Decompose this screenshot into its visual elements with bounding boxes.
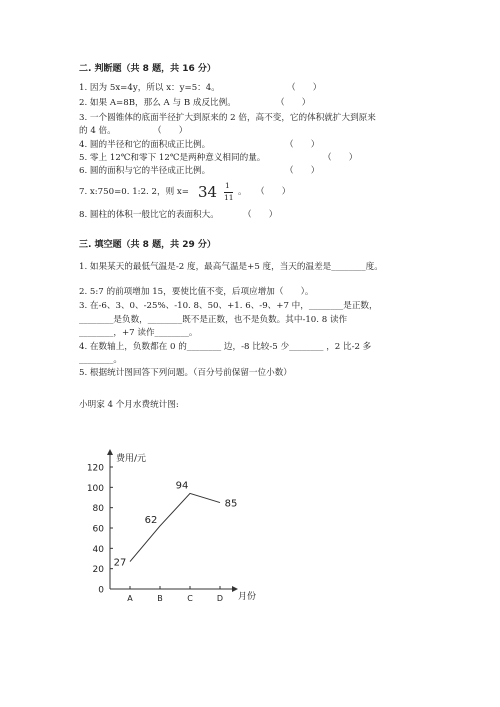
x-tick-label: B: [157, 594, 163, 603]
x-tick-label: A: [127, 594, 133, 603]
fill-item-1: 1. 如果某天的最低气温是-2 度，最高气温是+5 度，当天的温差是________度。: [79, 262, 383, 272]
y-tick-label: 60: [92, 524, 104, 535]
judgement-item-1: 1. 因为 5x=4y，所以 x：y=5：4。: [79, 83, 220, 93]
x-axis-label: 月份: [238, 592, 257, 602]
answer-bracket-2: （ ）: [276, 98, 311, 108]
mixed-number-whole: 34: [198, 183, 218, 201]
data-label: 94: [175, 480, 189, 492]
fill-item-3-cont-2: ________，+7 读作________。: [79, 328, 198, 338]
y-tick-label: 120: [86, 463, 104, 474]
y-axis-label: 费用/元: [116, 454, 147, 464]
judgement-item-5: 5. 零上 12℃和零下 12℃是两种意义相同的量。: [79, 153, 266, 163]
judgement-item-2: 2. 如果 A=8B，那么 A 与 B 成反比例。: [79, 98, 236, 108]
fill-item-3-cont-1: ________是负数，________既不是正数，也不是负数。其中-10. 8 读作: [79, 315, 348, 325]
data-label: 85: [224, 498, 238, 510]
data-label: 27: [113, 557, 127, 569]
judgement-item-4: 4. 圆的半径和它的面积成正比例。: [79, 140, 211, 150]
y-tick-label: 0: [98, 585, 104, 596]
judgement-item-3: 3. 一个圆锥体的底面半径扩大到原来的 2 倍，高不变，它的体积就扩大到原来: [79, 113, 376, 123]
y-tick-label: 40: [92, 544, 104, 555]
fill-item-4-cont: ________。: [79, 355, 122, 365]
judgement-item-6: 6. 圆的面积与它的半径成正比例。: [79, 166, 211, 176]
answer-bracket-4: （ ）: [285, 140, 320, 150]
x-tick-label: D: [216, 594, 224, 603]
mixed-number-denominator: 11: [224, 193, 234, 202]
answer-bracket-6: （ ）: [285, 166, 320, 176]
series-line: [130, 493, 220, 561]
fill-item-2: 2. 5:7 的前项增加 15，要使比值不变，后项应增加（ ）。: [79, 287, 314, 297]
section-3-title: 三. 填空题（共 8 题，共 29 分）: [79, 240, 216, 250]
fill-item-5: 5. 根据统计图回答下列问题。（百分号前保留一位小数）: [79, 368, 292, 378]
answer-bracket-3: （ ）: [153, 126, 188, 136]
answer-bracket-5: （ ）: [323, 153, 358, 163]
judgement-item-8: 8. 圆柱的体积一般比它的表面积大。: [79, 210, 219, 220]
data-label: 62: [144, 514, 158, 526]
answer-bracket-1: （ ）: [287, 83, 322, 93]
answer-bracket-8: （ ）: [243, 210, 278, 220]
section-2-title: 二. 判断题（共 8 题，共 16 分）: [79, 64, 216, 74]
chart-caption: 小明家 4 个月水费统计图:: [79, 400, 179, 410]
judgement-item-7: 7. x:750=0. 1:2. 2，则 x=: [79, 187, 189, 197]
fill-item-4: 4. 在数轴上，负数都在 0 的________ 边，-8 比较-5 少________ ，2 比-2 多: [79, 342, 372, 352]
mixed-number-numerator: 1: [225, 181, 230, 190]
y-tick-label: 80: [92, 504, 104, 515]
answer-bracket-7: （ ）: [256, 187, 291, 197]
y-tick-label: 100: [86, 483, 104, 494]
x-tick-label: C: [187, 594, 193, 603]
judgement-item-3-cont: 的 4 倍。: [79, 126, 116, 136]
y-tick-label: 20: [92, 565, 104, 576]
fill-item-3: 3. 在-6、3、0、-25%、-10. 8、50、+1. 6、-9、+7 中，________是正数，: [79, 301, 378, 311]
item-7-trail: 。: [238, 187, 247, 197]
